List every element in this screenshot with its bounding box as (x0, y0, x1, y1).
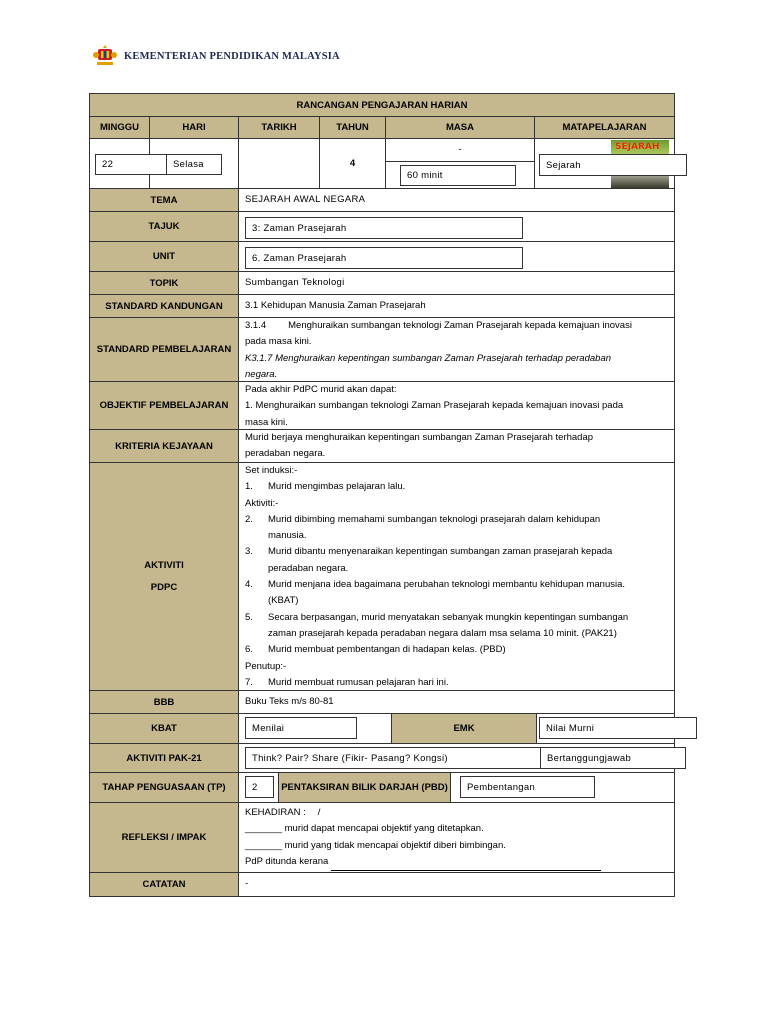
label-refleksi: REFLEKSI / IMPAK (90, 803, 239, 872)
ministry-header (92, 44, 340, 68)
kriteria-line-2: peradaban negara. (245, 448, 326, 460)
sp-italic-1: K3.1.7 Menghuraikan kepentingan sumbangan Zaman Prasejarah terhadap peradaban (245, 352, 612, 364)
refleksi-blank-2: _______ (245, 839, 282, 851)
label-pak21: AKTIVITI PAK-21 (90, 744, 239, 772)
label-aktiviti (90, 463, 239, 690)
unit-box[interactable]: 6. Zaman Prasejarah (245, 247, 523, 269)
refleksi-value (239, 803, 674, 872)
kbat-box[interactable]: Menilai (245, 717, 357, 739)
refleksi-blank-1: _______ (245, 823, 282, 835)
hari-box[interactable]: Selasa (166, 154, 222, 175)
col-masa: MASA (386, 117, 535, 138)
label-standard-kandungan: STANDARD KANDUNGAN (90, 295, 239, 317)
malaysia-crest-icon (92, 44, 118, 68)
col-hari: HARI (150, 117, 239, 138)
table-title: RANCANGAN PENGAJARAN HARIAN (90, 94, 674, 116)
tajuk-box[interactable]: 3: Zaman Prasejarah (245, 217, 523, 239)
objektif-line-3: masa kini. (245, 416, 288, 428)
tarikh-value (239, 139, 320, 188)
sp-text-2: pada masa kini. (245, 336, 312, 348)
masa-dash: - (386, 139, 534, 162)
aktiviti-value (239, 463, 674, 690)
label-aktiviti-1: AKTIVITI (144, 559, 184, 571)
refleksi-reason-line (331, 854, 601, 871)
label-topik: TOPIK (90, 272, 239, 294)
objektif-line-2: 1. Menghuraikan sumbangan teknologi Zaman Prasejarah kepada kemajuan inovasi pada (245, 400, 624, 412)
set-induksi: Set induksi:- (245, 465, 298, 476)
topik-value: Sumbangan Teknologi (245, 276, 345, 288)
kehadiran-slash: / (317, 807, 321, 818)
label-bbb: BBB (90, 691, 239, 713)
aktiviti-item: 3. Murid dibantu menyenaraikan kepentingan sumbangan zaman prasejarah kepada peradaban negara. (245, 546, 613, 574)
label-unit: UNIT (90, 242, 239, 271)
label-objektif: OBJEKTIF PEMBELAJARAN (90, 382, 239, 429)
aktiviti-item: 5. Secara berpasangan, murid menyatakan sebanyak mungkin kepentingan sumbangan zaman prasejarah kepada peradaban negara dalam msa selama 10 minit. (PAK21) (245, 611, 629, 639)
aktiviti-item: 1. Murid mengimbas pelajaran lalu. (245, 481, 406, 493)
label-tema: TEMA (90, 189, 239, 211)
refleksi-line-1: murid dapat mencapai objektif yang ditetapkan. (284, 823, 484, 835)
objektif-line-1: Pada akhir PdPC murid akan dapat: (245, 384, 397, 395)
kehadiran-label: KEHADIRAN : (245, 807, 306, 818)
refleksi-line-2: murid yang tidak mencapai objektif diberi bimbingan. (284, 839, 506, 851)
masa-box[interactable]: 60 minit (400, 165, 516, 186)
emk-box[interactable]: Nilai Murni (539, 717, 697, 739)
label-tp: TAHAP PENGUASAAN (TP) (90, 773, 239, 802)
kriteria-value (239, 430, 674, 462)
catatan-value: - (245, 878, 249, 890)
label-aktiviti-2: PDPC (150, 581, 178, 593)
label-pbd: PENTAKSIRAN BILIK DARJAH (PBD) (279, 773, 451, 802)
col-tahun: TAHUN (320, 117, 386, 138)
pak21-box[interactable]: Think? Pair? Share (Fikir- Pasang? Kongsi) (245, 747, 541, 769)
aktiviti-item: 7. Murid membuat rumusan pelajaran hari ini. (245, 676, 449, 688)
sp-text-1: Menghuraikan sumbangan teknologi Zaman Prasejarah kepada kemajuan inovasi (288, 320, 632, 331)
label-kbat: KBAT (90, 714, 239, 743)
ministry-name: KEMENTERIAN PENDIDIKAN MALAYSIA (124, 50, 340, 62)
tahun-value: 4 (320, 139, 386, 188)
label-standard-pembelajaran: STANDARD PEMBELAJARAN (90, 318, 239, 381)
label-emk: EMK (392, 714, 537, 743)
pbd-box[interactable]: Pembentangan (460, 776, 595, 798)
col-matapelajaran: MATAPELAJARAN (535, 117, 674, 138)
aktiviti-item: 6. Murid membuat pembentangan di hadapan kelas. (PBD) (245, 644, 506, 656)
label-catatan: CATATAN (90, 873, 239, 896)
aktiviti-item: 2. Murid dibimbing memahami sumbangan teknologi prasejarah dalam kehidupan manusia. (245, 513, 601, 542)
pak21-nilai-box[interactable]: Bertanggungjawab (540, 747, 686, 769)
aktiviti-head: Aktiviti:- (245, 497, 279, 509)
refleksi-line-3: PdP ditunda kerana (245, 855, 329, 867)
sp-italic-2: negara. (245, 368, 278, 380)
tema-value: SEJARAH AWAL NEGARA (245, 193, 366, 205)
bbb-value: Buku Teks m/s 80-81 (245, 695, 334, 707)
minggu-box[interactable]: 22 (95, 154, 167, 175)
label-kriteria: KRITERIA KEJAYAAN (90, 430, 239, 462)
tp-box[interactable]: 2 (245, 776, 274, 798)
col-tarikh: TARIKH (239, 117, 320, 138)
standard-kandungan-value: 3.1 Kehidupan Manusia Zaman Prasejarah (245, 299, 426, 311)
penutup: Penutup:- (245, 660, 287, 672)
col-minggu: MINGGU (90, 117, 150, 138)
objektif-value (239, 382, 674, 429)
matapelajaran-box[interactable]: Sejarah (539, 154, 687, 176)
kriteria-line-1: Murid berjaya menghuraikan kepentingan sumbangan Zaman Prasejarah terhadap (245, 432, 594, 443)
standard-pembelajaran-value (239, 318, 674, 381)
aktiviti-item: 4. Murid menjana idea bagaimana perubahan teknologi membantu kehidupan manusia. (KBAT) (245, 579, 626, 607)
sejarah-subject-image: SEJARAH (611, 140, 669, 188)
label-tajuk: TAJUK (90, 212, 239, 241)
sp-code: 3.1.4 (245, 320, 267, 331)
